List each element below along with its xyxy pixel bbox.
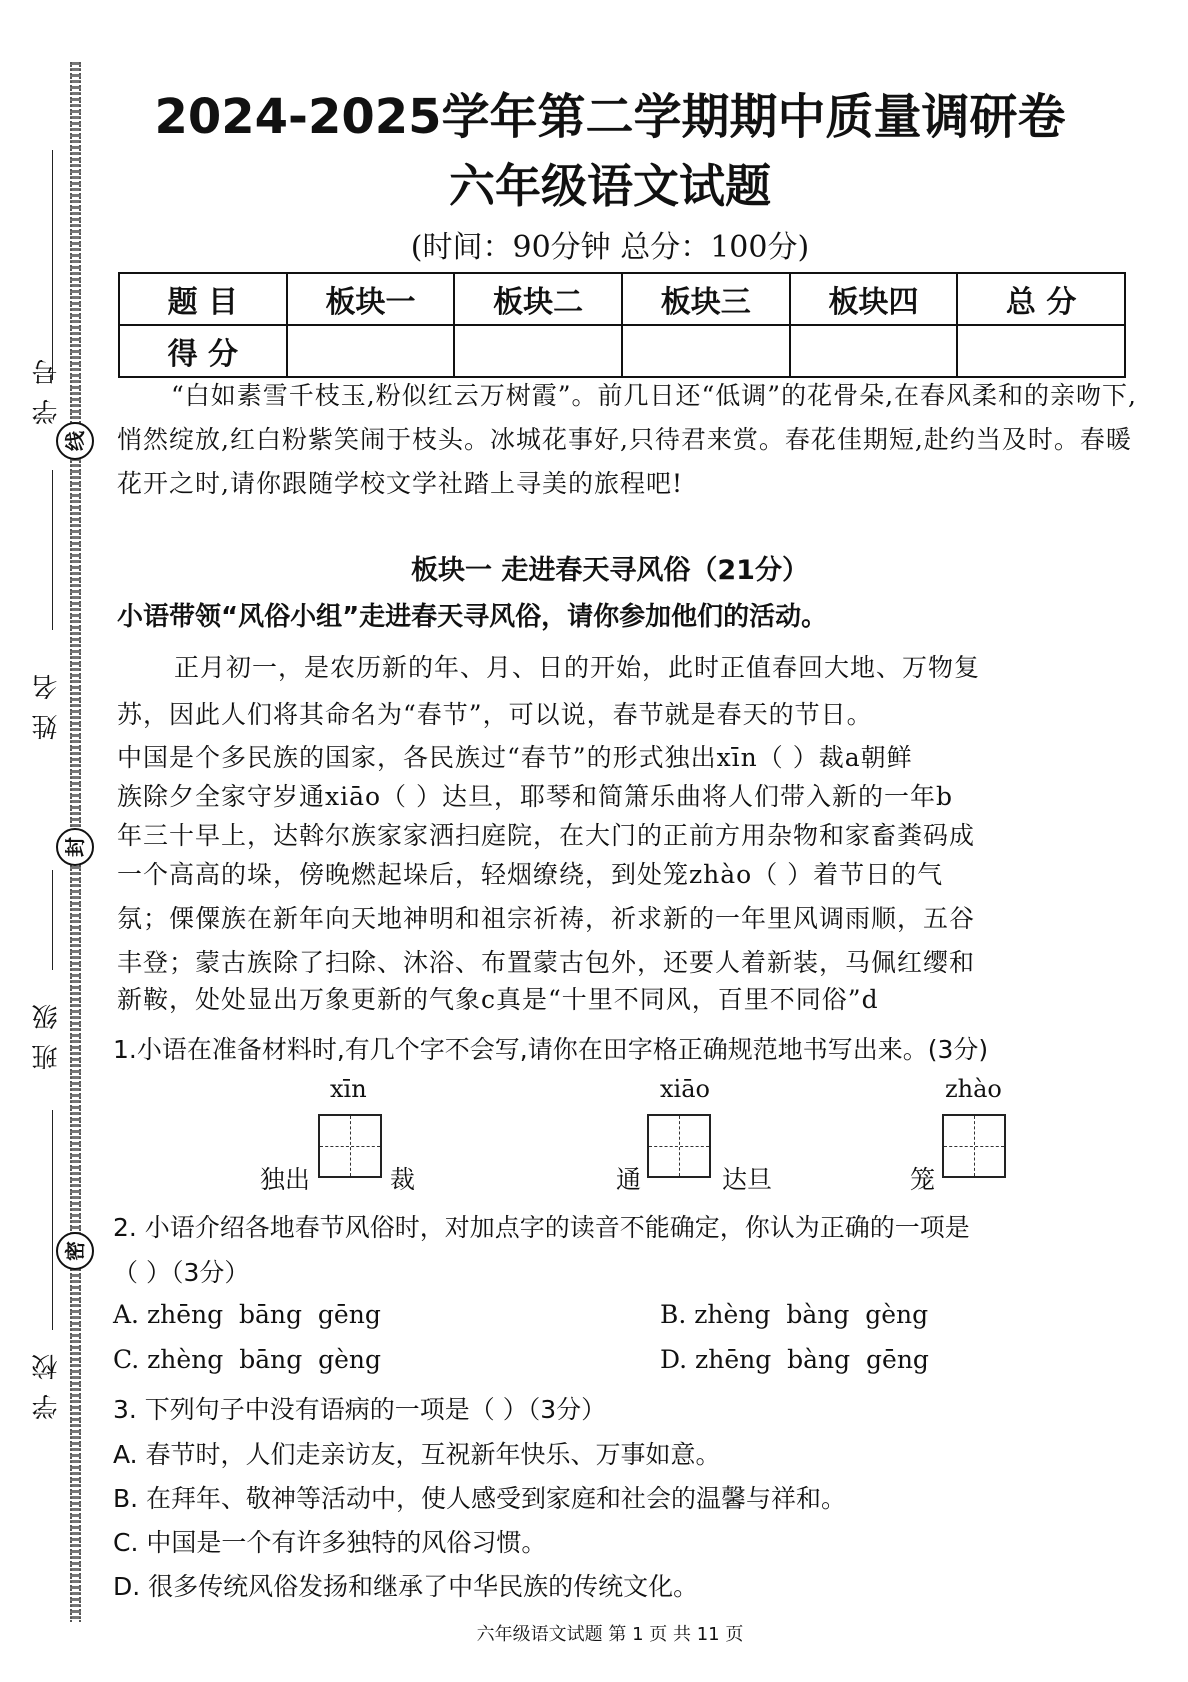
option-b[interactable]: B. zhèng bàng gèng	[660, 1300, 929, 1329]
page-title: 2024-2025学年第二学期期中质量调研卷	[154, 89, 1066, 145]
page-subtitle: 六年级语文试题	[449, 159, 771, 213]
word-before: 独出	[260, 1165, 311, 1194]
question-1: 1.小语在准备材料时,有几个字不会写,请你在田字格正确规范地书写出来。(3分)	[113, 1035, 989, 1064]
field-line	[52, 470, 53, 630]
intro-paragraph: “白如素雪千枝玉,粉似红云万树霞”。前几日还“低调”的花骨朵,在春风柔和的亲吻下,悄然绽放,红白粉紫笑闹于枝头。冰城花事好,只待君来赏。春花佳期短,赴约当及时。春暖花开之时,请你跟随学校文学社踏上寻美的旅程吧!	[117, 381, 1137, 498]
score-header: 板块一	[287, 273, 455, 325]
label-class: 班级	[32, 990, 62, 1070]
tianzige-box[interactable]	[647, 1114, 711, 1178]
score-cell[interactable]	[622, 325, 790, 377]
question-2: 2. 小语介绍各地春节风俗时，对加点字的读音不能确定，你认为正确的一项是	[113, 1213, 970, 1242]
section-title: 板块一 走进春天寻风俗（21分）	[411, 555, 809, 586]
score-header: 总 分	[957, 273, 1125, 325]
passage-line: 氛；傈僳族在新年向天地神明和祖宗祈祷，祈求新的一年里风调雨顺，五谷	[117, 904, 976, 933]
score-header: 题 目	[119, 273, 287, 325]
score-header: 板块三	[622, 273, 790, 325]
label-student-id: 学号	[32, 345, 62, 425]
word-before: 笼	[910, 1165, 936, 1194]
tianzige-box[interactable]	[318, 1114, 382, 1178]
passage-line: 丰登；蒙古族除了扫除、沐浴、布置蒙古包外，还要人着新装，马佩红缨和	[117, 948, 976, 977]
passage	[117, 644, 1137, 1018]
tianzige-box[interactable]	[942, 1114, 1006, 1178]
pinyin-label: xīn	[330, 1075, 367, 1103]
pinyin-label: zhào	[945, 1075, 1002, 1103]
score-header: 板块二	[454, 273, 622, 325]
question-2-score: （ ）（3分）	[113, 1258, 250, 1287]
score-row-label: 得 分	[119, 325, 287, 377]
pinyin-label: xiāo	[660, 1075, 710, 1103]
label-name: 姓名	[32, 660, 62, 740]
option-b[interactable]: B. 在拜年、敬神等活动中，使人感受到家庭和社会的温馨与祥和。	[113, 1484, 847, 1513]
option-d[interactable]: D. zhēng bàng gēng	[660, 1345, 929, 1374]
label-school: 学校	[32, 1340, 62, 1420]
seal-seal: 封	[56, 828, 94, 866]
page-footer: 六年级语文试题 第 1 页 共 11 页	[476, 1624, 744, 1645]
section-lead: 小语带领“风俗小组”走进春天寻风俗，请你参加他们的活动。	[117, 602, 828, 632]
score-cell[interactable]	[790, 325, 958, 377]
option-d[interactable]: D. 很多传统风俗发扬和继承了中华民族的传统文化。	[113, 1572, 699, 1601]
score-cell[interactable]	[454, 325, 622, 377]
question-3: 3. 下列句子中没有语病的一项是（ ）（3分）	[113, 1395, 607, 1424]
seal-line: 线	[56, 422, 94, 460]
option-c[interactable]: C. zhèng bāng gèng	[113, 1345, 382, 1374]
passage-line: 正月初一，是农历新的年、月、日的开始，此时正值春回大地、万物复	[174, 653, 981, 682]
option-c[interactable]: C. 中国是一个有许多独特的风俗习惯。	[113, 1528, 547, 1557]
passage-line: 中国是个多民族的国家，各民族过“春节”的形式独出xīn（ ）裁a朝鲜	[117, 743, 913, 772]
option-a[interactable]: A. 春节时，人们走亲访友，互祝新年快乐、万事如意。	[113, 1440, 721, 1469]
word-before: 通	[616, 1165, 642, 1194]
score-header: 板块四	[790, 273, 958, 325]
field-line	[52, 870, 53, 970]
word-after: 达旦	[722, 1165, 773, 1194]
passage-line: 新鞍，处处显出万象更新的气象c真是“十里不同风，百里不同俗”d	[117, 985, 879, 1014]
word-after: 裁	[390, 1165, 416, 1194]
passage-line: 族除夕全家守岁通xiāo（ ）达旦，耶琴和简箫乐曲将人们带入新的一年b	[117, 782, 954, 811]
score-table	[118, 272, 1126, 378]
passage-line: 苏，因此人们将其命名为“春节”，可以说，春节就是春天的节日。	[117, 700, 873, 729]
passage-line: 年三十早上，达斡尔族家家洒扫庭院，在大门的正前方用杂物和家畜粪码成	[117, 821, 976, 850]
option-a[interactable]: A. zhēng bāng gēng	[113, 1300, 381, 1329]
passage-line: 一个高高的垛，傍晚燃起垛后，轻烟缭绕，到处笼zhào（ ）着节日的气	[117, 860, 944, 889]
score-cell[interactable]	[287, 325, 455, 377]
field-line	[52, 1110, 53, 1330]
score-cell[interactable]	[957, 325, 1125, 377]
exam-meta: (时间：90分钟 总分：100分)	[410, 230, 810, 265]
seal-secret: 密	[56, 1232, 94, 1270]
